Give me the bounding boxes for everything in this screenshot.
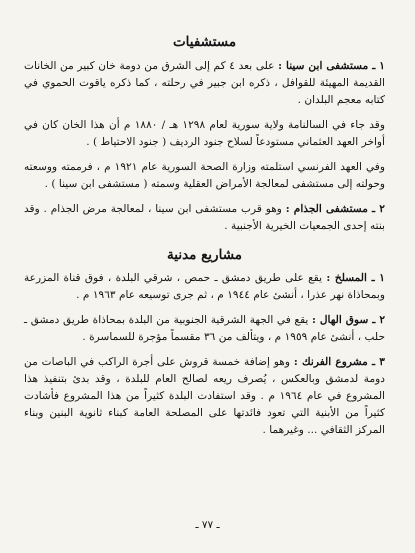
section-heading-civil-projects: مشاريع مدنية xyxy=(167,247,242,263)
paragraph-slaughterhouse xyxy=(24,270,385,304)
paragraph-leprosy-hospital xyxy=(24,201,385,235)
paragraph-lead: ٢ ـ سوق الهال : xyxy=(312,314,386,326)
paragraph-text: وهو إضافة خمسة قروش على أجرة الراكب في الباصات من دومة لدمشق وبالعكس ، يُصرف ريعه لصالح العام للبلدة ، وقد بدئ بتنفيذ هذا المشروع في عام ١٩٦٤ م . وقد استفادت البلدة كثيراً من هذا المشروع فأشادت كثيراً من الأبنية التي تعود فائدتها على المصلحة العامة كبناء ثانوية البنين وبناء المركز الثقافي ... وغيرهما . xyxy=(24,356,385,436)
paragraph-salname xyxy=(24,117,385,151)
paragraph-lead: ١ ـ مستشفى ابن سينا : xyxy=(278,60,385,72)
paragraph-text: على بعد ٤ كم إلى الشرق من دومة خان كبير من الخانات القديمة المهيئة للقوافل ، ذكره ابن جبير في رحلته ، كما ذكره ياقوت الحموي في كتابه معجم البلدان . xyxy=(24,60,385,106)
paragraph-ibn-sina-hospital xyxy=(24,58,385,109)
paragraph-text: يقع في الجهة الشرقية الجنوبية من البلدة بمحاذاة طريق دمشق ـ حلب ، أنشئ عام ١٩٥٩ م ، ويتألف من ٣٦ مقسماً مؤجرة للسماسرة . xyxy=(24,314,385,343)
section-heading-hospitals: مستشفيات xyxy=(172,34,237,50)
paragraph-lead: ٢ ـ مستشفى الجذام : xyxy=(285,203,385,215)
paragraph-text: وهو قرب مستشفى ابن سينا ، لمعالجة مرض الجذام . وقد بنته إحدى الجمعيات الخيرية الأجنبية . xyxy=(24,203,385,232)
paragraph-wholesale-market xyxy=(24,312,385,346)
page-number: ـ ٧٧ ـ xyxy=(195,519,220,531)
paragraph-lead: ١ ـ المسلخ : xyxy=(326,272,385,284)
paragraph-text: وفي العهد الفرنسي استلمته وزارة الصحة السورية عام ١٩٢١ م ، فرممته ووسعته وحولته إلى مستشفى لمعالجة الأمراض العقلية وسمته ( مستشفى ابن سينا ) . xyxy=(24,161,385,190)
paragraph-lead: ٣ ـ مشروع الفرنك : xyxy=(293,356,385,368)
paragraph-french-era xyxy=(24,159,385,193)
paragraph-text: يقع على طريق دمشق ـ حمص ، شرقي البلدة ، فوق قناة المزرعة وبمحاذاة نهر عذرا ، أنشئ عام ١٩٤٤ م ، ثم جرى توسيعه عام ١٩٦٣ م . xyxy=(24,272,385,301)
paragraph-franc-project xyxy=(24,354,385,439)
paragraph-text: وقد جاء في السالنامة ولاية سورية لعام ١٢٩٨ هـ / ١٨٨٠ م أن هذا الخان كان في أواخر العهد العثماني مستودعاً لسلاح جنود الرديف ( جنود الاحتياط ) . xyxy=(24,119,385,148)
